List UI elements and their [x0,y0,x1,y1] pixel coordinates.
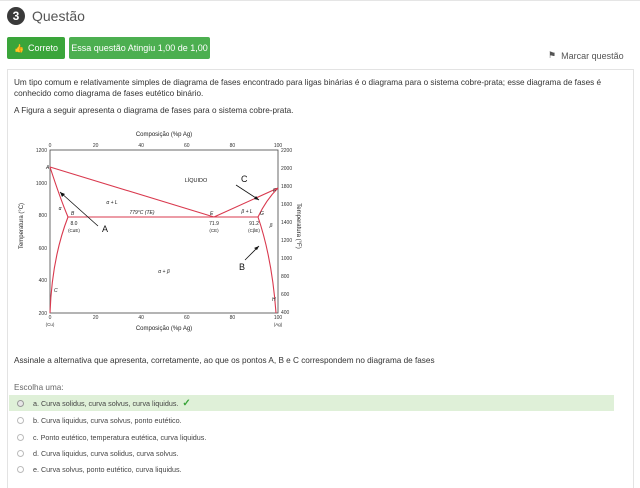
comp-alpha-sub: (CαE) [68,228,80,233]
flag-question-link[interactable] [548,50,624,61]
top-tick-0: 0 [48,143,52,149]
answer-option-e-label: e. Curva solvus, ponto eutético, curva liquidus. [33,464,182,474]
radio-b[interactable] [17,417,24,424]
left-tick-1200: 1200 [35,148,47,154]
status-label: Correto [27,43,58,53]
left-tick-800: 800 [38,213,47,219]
check-icon: ✓ [182,397,191,409]
answer-option-b-label: b. Curva liquidus, curva solvus, ponto eutético. [33,415,182,425]
region-alpha-beta-label: α + β [158,269,170,275]
point-B-label: B [71,211,75,217]
right-axis-label: Temperatura (°F) [295,203,301,249]
eutectic-temperature-label: 779°C (TE) [129,210,155,216]
point-H-label: H [272,297,276,303]
point-A-label: A [46,165,50,171]
comp-eutectic-sub: (CE) [209,228,219,233]
top-tick-60: 60 [184,143,190,149]
answer-option-d[interactable] [9,445,614,461]
bottom-tick-0: 0 [48,315,52,321]
left-tick-200: 200 [38,311,47,317]
question-text-paragraph-2: A Figura a seguir apresenta o diagrama de fases para o sistema cobre-prata. [14,106,294,115]
point-E-label: E [210,211,214,217]
callout-C-label: C [241,174,248,184]
right-tick-1800: 1800 [281,184,293,190]
answer-option-d-label: d. Curva liquidus, curva solidus, curva solvus. [33,448,179,458]
comp-alpha-value: 8.0 [70,221,78,227]
right-tick-2000: 2000 [281,166,293,172]
top-tick-20: 20 [92,143,99,149]
arrowhead-B [254,246,259,250]
point-G-label: G [260,211,264,217]
region-liquid-label: LÍQUIDO [184,178,208,184]
bottom-axis-label: Composição (%p Ag) [135,326,193,332]
answer-option-c-label: c. Ponto eutético, temperatura eutética, curva liquidus. [33,432,207,442]
radio-a[interactable] [17,400,24,407]
top-tick-100: 100 [273,143,283,149]
right-tick-1000: 1000 [281,256,293,262]
right-tick-1200: 1200 [281,238,293,244]
point-C-label: C [54,288,58,294]
question-text-paragraph-1: Um tipo comum e relativamente simples de diagrama de fases encontrado para ligas binárias é o diagrama para o sistema cobre-prata; esse diagrama de fases é conhecido como diagrama de fases eutético binário. [14,78,602,98]
region-alpha-label: α [58,206,62,212]
bottom-tick-80: 80 [229,315,236,321]
flag-icon: ⚑ [548,50,557,60]
top-divider [0,0,640,1]
point-F-label: F [273,188,277,194]
left-tick-labels [36,148,47,317]
question-title: Questão [32,8,85,24]
left-tick-600: 600 [38,246,47,252]
top-tick-80: 80 [229,143,236,149]
question-prompt: Assinale a alternativa que apresenta, corretamente, ao que os pontos A, B e C correspondem no diagrama de fases [14,356,435,365]
comp-eutectic-value: 71.9 [209,221,219,227]
comp-beta-value: 91.2 [249,221,259,227]
answer-option-a-label: a. Curva solidus, curva solvus, curva liquidus. [33,398,179,408]
right-tick-600: 600 [281,292,290,298]
comp-beta-sub: (CβE) [248,228,260,233]
ag-end-label: (Ag) [273,322,283,327]
callout-A-label: A [102,224,109,234]
bottom-tick-100: 100 [273,315,283,321]
radio-d[interactable] [17,450,24,457]
solvus-left-curve [50,217,68,313]
bottom-tick-40: 40 [138,315,144,321]
region-beta-label: β [269,223,273,229]
right-tick-1400: 1400 [281,220,293,226]
question-header [7,6,85,26]
callout-arrows [60,185,259,260]
right-tick-2200: 2200 [281,148,293,154]
status-correct-badge [7,37,65,59]
question-number-badge: 3 [7,7,25,25]
flag-label: Marcar questão [561,50,624,61]
top-tick-labels [49,143,283,149]
bottom-tick-20: 20 [92,315,99,321]
region-beta-liquid-label: β + L [241,209,253,215]
right-tick-800: 800 [281,274,290,280]
region-alpha-liquid-label: α + L [106,200,118,206]
answer-option-c[interactable] [9,429,614,445]
cu-end-label: (Cu) [45,322,55,327]
phase-curves [50,167,278,313]
right-tick-labels [281,148,292,316]
left-tick-1000: 1000 [35,181,47,187]
choose-label: Escolha uma: [14,383,64,392]
answer-option-b[interactable] [9,412,614,428]
answer-option-e[interactable] [9,461,614,477]
answer-option-a[interactable] [9,395,614,411]
top-tick-40: 40 [138,143,144,149]
question-content [7,69,634,488]
bottom-tick-60: 60 [184,315,190,321]
grade-badge: Essa questão Atingiu 1,00 de 1,00 [69,37,210,59]
radio-e[interactable] [17,466,24,473]
callout-arrow-A [60,192,98,226]
radio-c[interactable] [17,434,24,441]
callout-B-label: B [239,262,246,272]
phase-diagram-figure [14,128,304,340]
left-axis-label: Temperatura (°C) [19,202,25,250]
bottom-tick-labels [49,315,283,321]
thumbs-up-icon: 👍 [14,43,24,53]
right-tick-400: 400 [281,310,290,316]
left-tick-400: 400 [38,278,47,284]
right-tick-1600: 1600 [281,202,293,208]
top-axis-label: Composição (%p Ag) [135,132,193,138]
